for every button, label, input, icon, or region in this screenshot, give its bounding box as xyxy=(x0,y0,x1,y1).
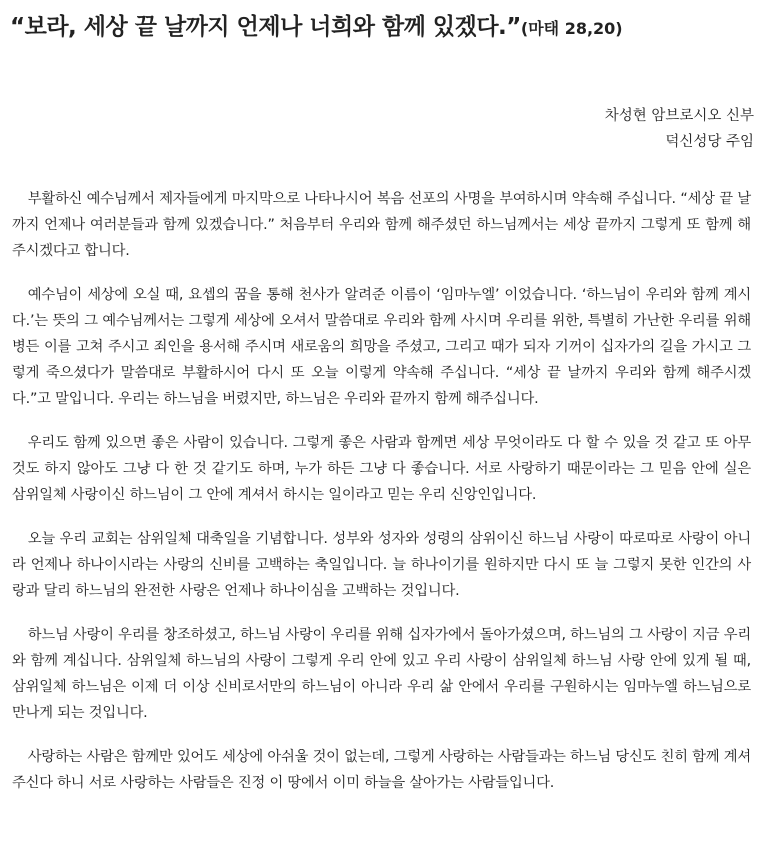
paragraph-1: 부활하신 예수님께서 제자들에게 마지막으로 나타나시어 복음 선포의 사명을 부여하시며 약속해 주십니다. “세상 끝 날까지 언제나 여러분들과 함께 있겠습니다.” 처음부터 우리와 함께 해주셨던 하느님께서는 세상 끝까지 그렇게 또 함께 해주시겠다고 합니다. xyxy=(12,191,751,259)
paragraph-6: 사랑하는 사람은 함께만 있어도 세상에 아쉬울 것이 없는데, 그렇게 사랑하는 사람들과는 하느님 당신도 친히 함께 계셔 주신다 하니 서로 사랑하는 사람들은 진정 이 땅에서 이미 하늘을 살아가는 사람들입니다. xyxy=(12,749,751,791)
author-block xyxy=(605,103,754,155)
author-parish: 덕신성당 주임 xyxy=(665,134,754,150)
paragraph-4: 오늘 우리 교회는 삼위일체 대축일을 기념합니다. 성부와 성자와 성령의 삼위이신 하느님 사랑이 따로따로 사랑이 아니라 언제나 하나이시라는 사랑의 신비를 고백하는 축일입니다. 늘 하나이기를 원하지만 다시 또 늘 그렇지 못한 인간의 사랑과 달리 하느님의 완전한 사랑은 언제나 하나이심을 고백하는 것입니다. xyxy=(12,531,751,599)
homily-body xyxy=(12,186,751,814)
title-scripture-reference: (마태 28,20) xyxy=(520,19,623,38)
paragraph-3: 우리도 함께 있으면 좋은 사람이 있습니다. 그렇게 좋은 사람과 함께면 세상 무엇이라도 다 할 수 있을 것 같고 또 아무 것도 하지 않아도 그냥 다 한 것 같기도 하며, 누가 하든 그냥 다 좋습니다. 서로 사랑하기 때문이라는 그 믿음 안에 실은 삼위일체 사랑이신 하느님이 그 안에 계셔서 하시는 일이라고 믿는 우리 신앙인입니다. xyxy=(12,435,751,503)
title-quote: “보라, 세상 끝 날까지 언제나 너희와 함께 있겠다.” xyxy=(10,14,521,40)
author-name: 차성현 암브로시오 신부 xyxy=(604,108,754,124)
paragraph-2: 예수님이 세상에 오실 때, 요셉의 꿈을 통해 천사가 알려준 이름이 ‘임마누엘’ 이었습니다. ‘하느님이 우리와 함께 계시다.’는 뜻의 그 예수님께서는 그렇게 세상에 오셔서 말씀대로 우리와 함께 사시며 우리를 위한, 특별히 가난한 우리를 위해 병든 이를 고쳐 주시고 죄인을 용서해 주시며 새로움의 희망을 주셨고, 그리고 때가 되자 기꺼이 십자가의 길을 가시고 그렇게 죽으셨다가 말씀대로 부활하시어 다시 또 오늘 이렇게 약속해 주십니다. “세상 끝 날까지 우리와 함께 해주시겠다.”고 말입니다. 우리는 하느님을 버렸지만, 하느님은 우리와 끝까지 함께 해주십니다. xyxy=(12,287,751,407)
paragraph-5: 하느님 사랑이 우리를 창조하셨고, 하느님 사랑이 우리를 위해 십자가에서 돌아가셨으며, 하느님의 그 사랑이 지금 우리와 함께 계십니다. 삼위일체 하느님의 사랑이 그렇게 우리 안에 있고 우리 사랑이 삼위일체 하느님 사랑 안에 있게 될 때, 삼위일체 하느님은 이제 더 이상 신비로서만의 하느님이 아니라 우리 삶 안에서 우리를 구원하시는 임마누엘 하느님으로 만나게 되는 것입니다. xyxy=(12,627,751,721)
homily-title xyxy=(10,8,755,41)
